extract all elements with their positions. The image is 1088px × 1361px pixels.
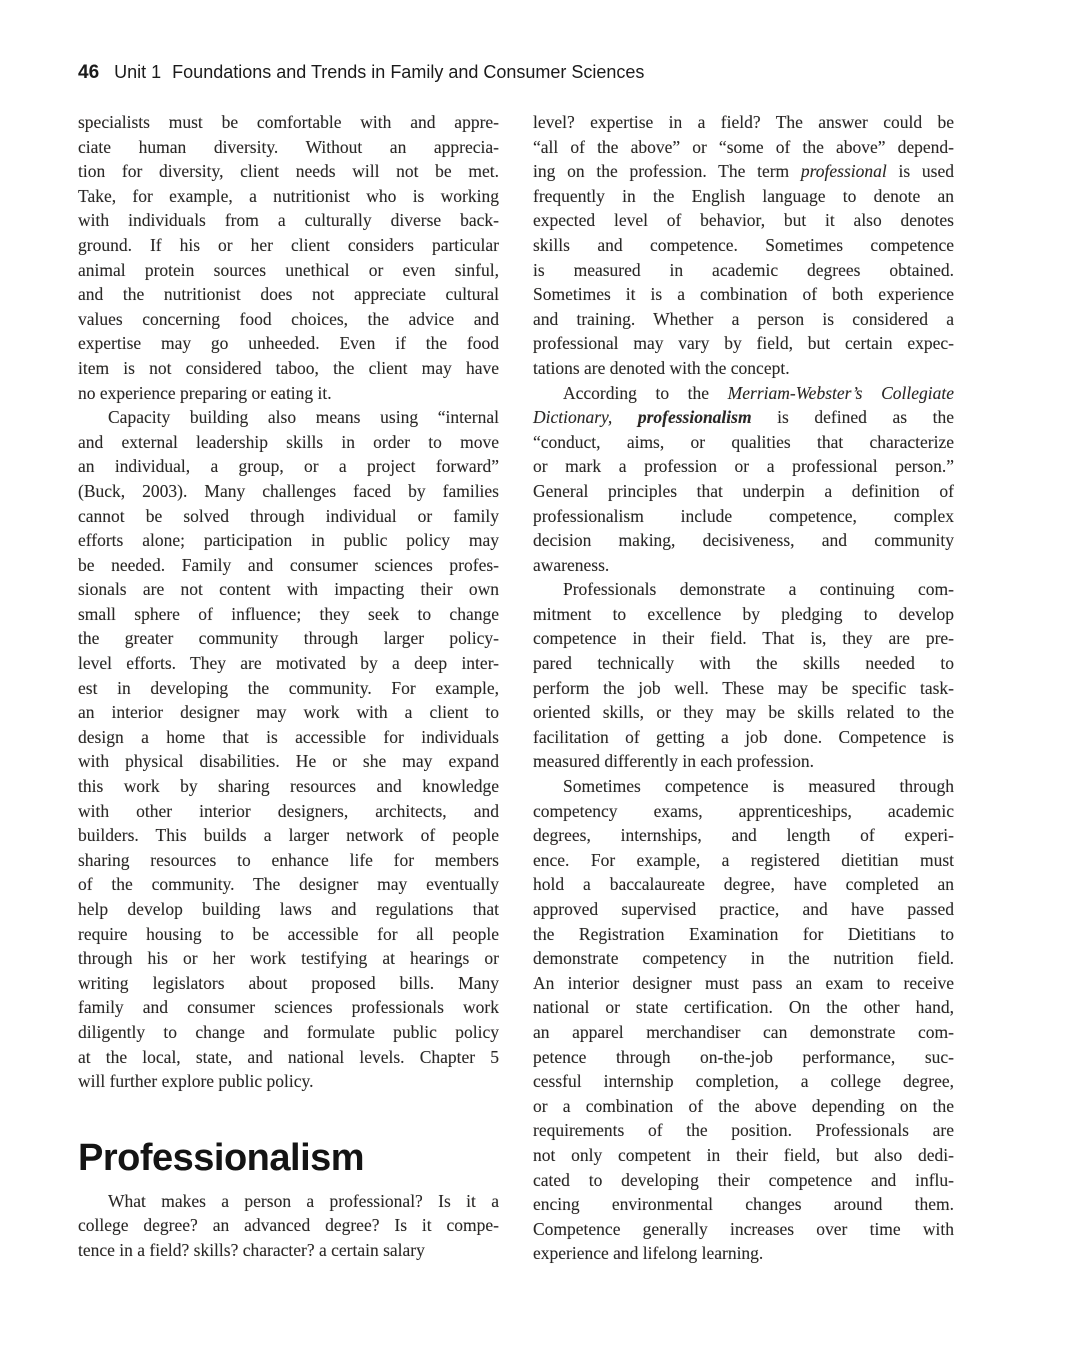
text-line: Capacity building also means using “internal	[108, 407, 499, 428]
text-line: this work by sharing resources and knowledge	[78, 776, 499, 797]
text-line: professionalism include competence, complex	[533, 505, 954, 526]
left-column	[78, 110, 499, 1263]
text-line: diligently to change and formulate public policy	[78, 1021, 499, 1042]
text-line: Competence generally increases over time with	[533, 1218, 954, 1239]
text-line: sionals are not content with impacting their own	[78, 579, 499, 600]
text-line: Professionals demonstrate a continuing com-	[563, 579, 954, 600]
text-line: “all of the above” or “some of the above” depend-	[533, 136, 954, 157]
text-line: item is not considered taboo, the client may have	[78, 357, 499, 378]
bold-italic-term: professionalism	[637, 407, 752, 428]
text-line: What makes a person a professional? Is it a	[108, 1190, 499, 1211]
text-line: requirements of the position. Professionals are	[533, 1120, 954, 1141]
paragraph	[533, 577, 954, 774]
text-line: awareness.	[533, 554, 610, 575]
text-line: with other interior designers, architects, and	[78, 800, 499, 821]
text-line: General principles that underpin a definition of	[533, 480, 954, 501]
paragraph	[533, 110, 954, 381]
text-line: level efforts. They are motivated by a deep inter-	[78, 653, 499, 674]
text-line: builders. This builds a larger network of people	[78, 825, 499, 846]
text-line: tations are denoted with the concept.	[533, 357, 790, 378]
text-line: demonstrate competency in the nutrition field.	[533, 948, 954, 969]
text-line: petence through on-the-job performance, suc-	[533, 1046, 954, 1067]
text-line: level? expertise in a field? The answer could be	[533, 112, 954, 132]
text-line: an apparel merchandiser can demonstrate com-	[533, 1021, 954, 1042]
text-line: or a combination of the above depending on the	[533, 1095, 954, 1116]
page-number: 46	[78, 62, 100, 83]
text-line: professional may vary by field, but certain expec-	[533, 333, 954, 354]
text-line: decision making, decisiveness, and community	[533, 530, 954, 551]
text-line: and the nutritionist does not appreciate cultural	[78, 284, 499, 305]
text-line: mitment to excellence by pledging to develop	[533, 603, 954, 624]
text-line: ence. For example, a registered dietitian must	[533, 849, 954, 870]
paragraph	[78, 1189, 499, 1263]
text-line: no experience preparing or eating it.	[78, 382, 332, 403]
text-line: perform the job well. These may be specific task-	[533, 677, 954, 698]
text-line: facilitation of getting a job done. Competence is	[533, 726, 954, 747]
italic-term: Dictionary,	[533, 407, 613, 428]
text-line: competence in their field. That is, they are pre-	[533, 628, 954, 649]
text-line: measured differently in each profession.	[533, 751, 815, 772]
text-line: family and consumer sciences professionals work	[78, 997, 499, 1018]
paragraph	[78, 405, 499, 1094]
text-line: ing on the profession. The term professional is used	[533, 161, 954, 182]
italic-term: Merriam-Webster’s Collegiate	[727, 382, 954, 403]
text-line: values concerning food choices, the advice and	[78, 308, 499, 329]
running-head	[78, 62, 644, 84]
text-line: an individual, a group, or a project forward”	[78, 456, 499, 477]
text-line: of the community. The designer may eventually	[78, 874, 499, 895]
text-line: Sometimes competence is measured through	[563, 776, 954, 797]
text-line: animal protein sources unethical or even sinful,	[78, 259, 499, 280]
text-line: will further explore public policy.	[78, 1071, 314, 1092]
text-line: expertise may go unheeded. Even if the food	[78, 333, 499, 354]
right-column	[533, 110, 954, 1266]
text-line: help develop building laws and regulations that	[78, 899, 499, 919]
text-line: degrees, internships, and length of experi-	[533, 825, 954, 846]
text-line: is measured in academic degrees obtained.	[533, 259, 954, 280]
text-line: be needed. Family and consumer sciences profes-	[78, 554, 499, 575]
book-title: Foundations and Trends in Family and Consumer Sciences	[172, 62, 645, 82]
text-line: oriented skills, or they may be skills related to the	[533, 702, 954, 723]
text-line: the greater community through larger policy-	[78, 628, 499, 649]
text-line: the Registration Examination for Dietitians to	[533, 923, 954, 944]
text-line: require housing to be accessible for all people	[78, 923, 499, 944]
text-line: and external leadership skills in order to move	[78, 431, 499, 452]
text-line: (Buck, 2003). Many challenges faced by families	[78, 480, 499, 501]
text-line: ciate human diversity. Without an apprecia-	[78, 136, 499, 157]
text-line: Sometimes it is a combination of both experience	[533, 284, 954, 305]
text-line: hold a baccalaureate degree, have completed an	[533, 874, 954, 895]
text-line: small sphere of influence; they seek to change	[78, 603, 499, 624]
text-line: According to the Merriam-Webster’s Collegiate	[563, 382, 954, 403]
text-line: not only competent in their field, but also dedi-	[533, 1144, 954, 1165]
text-line: and training. Whether a person is considered a	[533, 308, 954, 329]
section-heading: Professionalism	[78, 1136, 365, 1179]
text-line: skills and competence. Sometimes competence	[533, 234, 954, 255]
text-line: competency exams, apprenticeships, academic	[533, 800, 954, 821]
text-line: experience and lifelong learning.	[533, 1243, 764, 1264]
text-line: encing environmental changes around them.	[533, 1194, 954, 1215]
text-line: est in developing the community. For example,	[78, 677, 499, 698]
text-line: pared technically with the skills needed to	[533, 653, 954, 674]
text-line: cessful internship completion, a college degree,	[533, 1071, 954, 1092]
text-line: design a home that is accessible for individuals	[78, 726, 499, 747]
text-line: tence in a field? skills? character? a certain salary	[78, 1239, 425, 1260]
text-line: frequently in the English language to denote an	[533, 185, 954, 206]
text-line: cannot be solved through individual or family	[78, 505, 499, 526]
text-line: national or state certification. On the other hand,	[533, 997, 954, 1018]
text-line: tion for diversity, client needs will not be met.	[78, 161, 499, 182]
unit-label: Unit 1	[114, 62, 162, 82]
paragraph	[533, 381, 954, 578]
text-line: writing legislators about proposed bills. Many	[78, 972, 499, 993]
text-line: an interior designer may work with a client to	[78, 702, 499, 723]
text-line: ground. If his or her client considers particular	[78, 234, 499, 255]
text-line: Take, for example, a nutritionist who is working	[78, 185, 499, 206]
text-line: at the local, state, and national levels. Chapter 5	[78, 1046, 499, 1067]
text-line: cated to developing their competence and influ-	[533, 1169, 954, 1190]
text-line: through his or her work testifying at hearings or	[78, 948, 499, 969]
text-line: “conduct, aims, or qualities that characterize	[533, 431, 954, 452]
text-line: efforts alone; participation in public policy may	[78, 530, 499, 551]
text-line: with individuals from a culturally diverse back-	[78, 210, 499, 231]
text-line: Dictionary, professionalism is defined as the	[533, 407, 954, 428]
paragraph	[78, 110, 499, 405]
italic-term: professional	[800, 161, 887, 182]
text-line: specialists must be comfortable with and appre-	[78, 112, 499, 132]
text-line: expected level of behavior, but it also denotes	[533, 210, 954, 231]
text-line: sharing resources to enhance life for members	[78, 849, 499, 870]
text-line: college degree? an advanced degree? Is it compe-	[78, 1215, 499, 1236]
text-line: approved supervised practice, and have passed	[533, 899, 954, 919]
text-line: or mark a profession or a professional person.”	[533, 456, 954, 477]
text-line: with physical disabilities. He or she may expand	[78, 751, 499, 772]
text-line: An interior designer must pass an exam to receive	[533, 972, 954, 993]
paragraph	[533, 774, 954, 1266]
